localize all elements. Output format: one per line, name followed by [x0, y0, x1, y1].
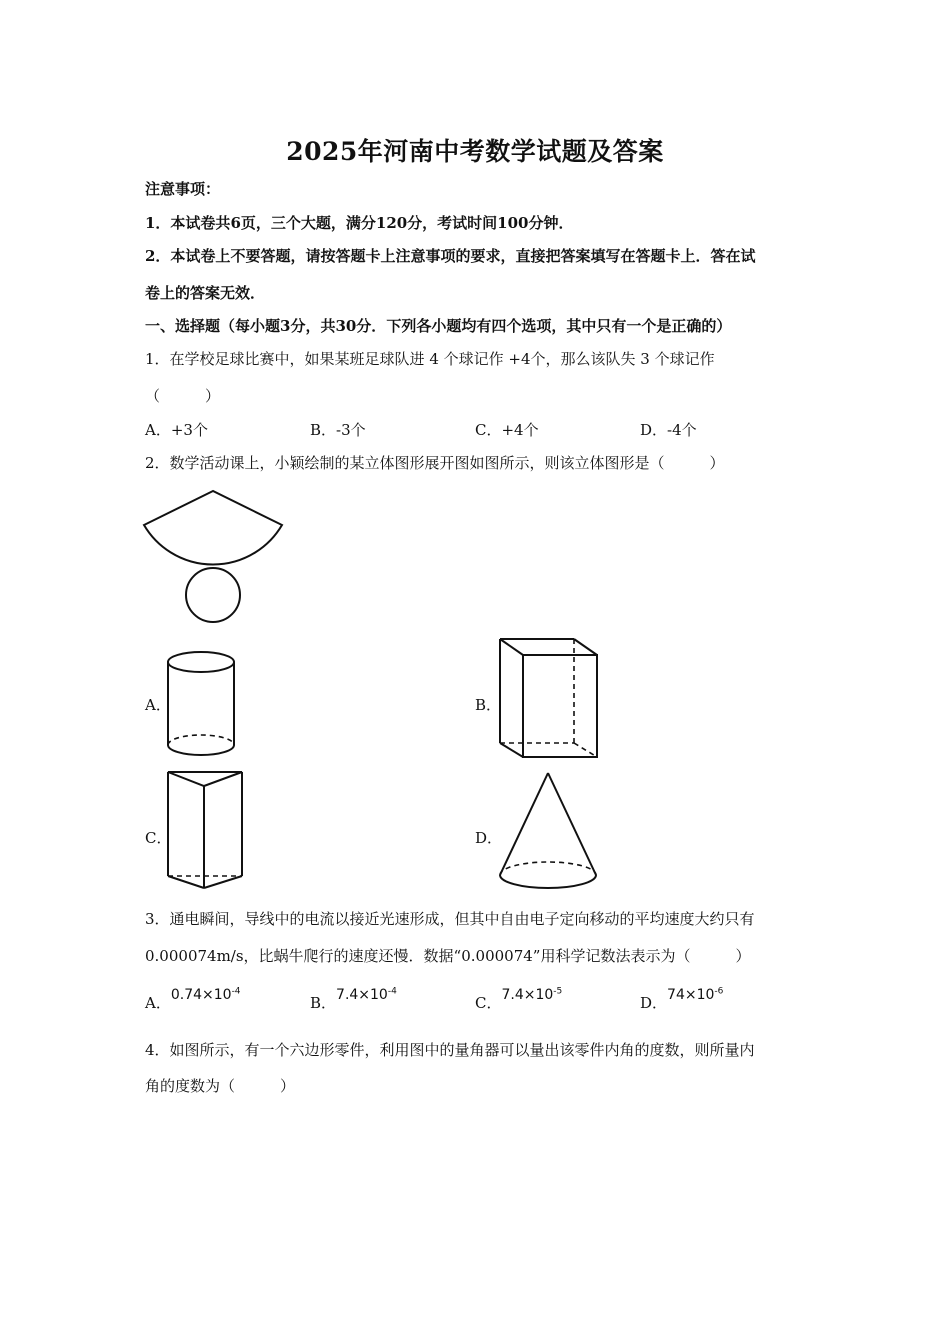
notice-item-1: 1．本试卷共6页，三个大题，满分120分，考试时间100分钟． — [145, 214, 574, 232]
section-1-heading: 一、选择题（每小题3分，共30分．下列各小题均有四个选项，其中只有一个是正确的） — [145, 317, 732, 335]
q2-option-d-cone — [495, 768, 605, 893]
q2-option-b-label: B． — [475, 696, 502, 714]
page-title: 2025年河南中考数学试题及答案 — [286, 137, 664, 166]
q3-option-a-value — [171, 987, 241, 1003]
q3-option-a — [145, 986, 241, 1013]
q1-stem-line-2: （ ） — [145, 387, 221, 405]
q1-option-d: D．-4个 — [640, 421, 697, 439]
q3-option-c-exponent: -5 — [553, 986, 563, 997]
q3-option-b — [310, 986, 397, 1013]
q1-option-b: B．-3个 — [310, 421, 366, 439]
q3-option-d-label: D． — [640, 994, 668, 1012]
notice-item-2-line-1: 2．本试卷上不要答题，请按答题卡上注意事项的要求，直接把答案填写在答题卡上．答在试 — [145, 247, 756, 265]
q3-stem-line-1: 3．通电瞬间，导线中的电流以接近光速形成，但其中自由电子定向移动的平均速度大约只有 — [145, 910, 755, 928]
q2-option-c-label: C． — [145, 829, 172, 847]
q3-option-d-mantissa: 74×10 — [667, 987, 715, 1003]
q3-option-b-exponent: -4 — [387, 986, 397, 997]
q2-option-a-label: A． — [145, 696, 171, 714]
q4-stem-line-1: 4．如图所示，有一个六边形零件，利用图中的量角器可以量出该零件内角的度数，则所量内 — [145, 1041, 755, 1059]
q1-stem-line-1: 1．在学校足球比赛中，如果某班足球队进 4 个球记作 +4个，那么该队失 3 个球记作 — [145, 350, 715, 368]
notice-heading: 注意事项： — [145, 180, 221, 198]
q2-option-b-cuboid — [495, 635, 605, 763]
q3-option-c — [475, 986, 563, 1013]
q3-stem-line-2: 0.000074m/s，比蜗牛爬行的速度还慢．数据“0.000074”用科学记数法表示为（ ） — [145, 947, 751, 965]
notice-item-2-line-2: 卷上的答案无效． — [145, 284, 266, 302]
q3-option-b-value — [336, 987, 397, 1003]
q3-option-a-mantissa: 0.74×10 — [170, 987, 232, 1003]
q1-option-a: A．+3个 — [145, 421, 208, 439]
q2-option-d-label: D． — [475, 829, 503, 847]
q2-net-figure — [140, 488, 290, 628]
q3-option-a-label: A． — [145, 994, 171, 1012]
q3-option-d-exponent: -6 — [714, 986, 724, 997]
q3-option-c-value — [501, 987, 562, 1003]
q3-option-c-label: C． — [475, 994, 502, 1012]
q2-option-c-prism — [165, 768, 250, 893]
q3-option-c-mantissa: 7.4×10 — [501, 987, 554, 1003]
q1-option-c: C．+4个 — [475, 421, 539, 439]
q3-option-a-exponent: -4 — [231, 986, 241, 997]
q3-option-b-label: B． — [310, 994, 337, 1012]
q4-stem-line-2: 角的度数为（ ） — [145, 1077, 296, 1095]
q2-stem: 2．数学活动课上，小颖绘制的某立体图形展开图如图所示，则该立体图形是（ ） — [145, 454, 725, 472]
q3-option-b-mantissa: 7.4×10 — [336, 987, 388, 1003]
q3-option-d — [640, 986, 724, 1013]
q3-option-d-value — [667, 987, 723, 1003]
q2-option-a-cylinder — [165, 645, 240, 760]
